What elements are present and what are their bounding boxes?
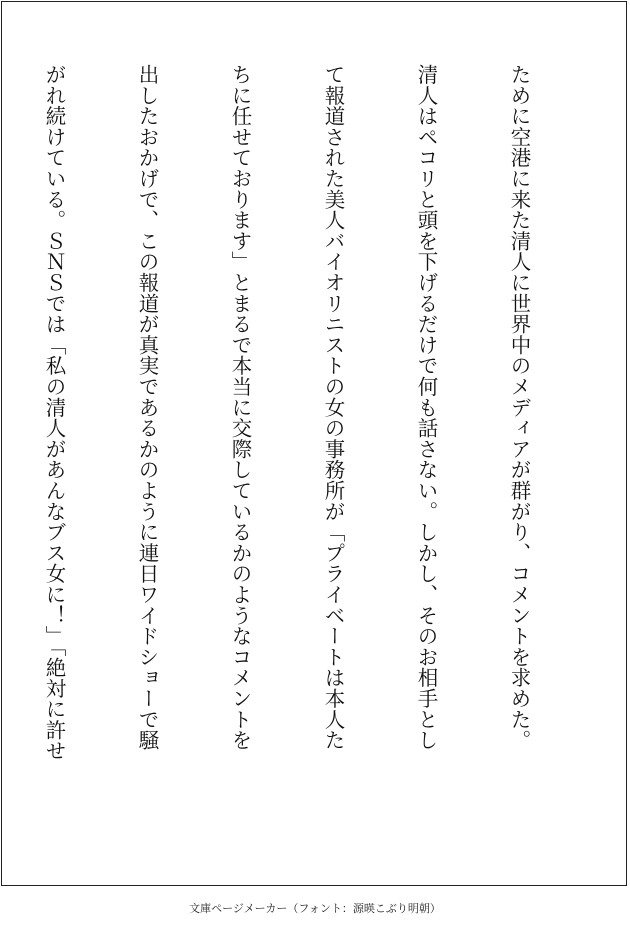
page-frame (1, 1, 627, 886)
text-column-4: ちに任せております」とまるで本当に交際しているかのようなコメントを (228, 64, 252, 751)
text-column-2: 清人はペコリと頭を下げるだけで何も話さない。しかし、そのお相手とし (414, 64, 438, 751)
text-column-5: 出したおかげで、この報道が真実であるかのように連日ワイドショーで騒 (135, 64, 159, 751)
footer-caption: 文庫ページメーカー（フォント：源暎こぶり明朝） (189, 902, 441, 915)
text-column-6: がれ続けている。ＳＮＳでは「私の清人があんなブス女に！」「絶対に許せ (42, 64, 66, 761)
vertical-text-body (0, 64, 596, 844)
text-column-3: て報道された美人バイオリニストの女の事務所が「プライベートは本人た (321, 64, 345, 751)
text-column-1: ために空港に来た清人に世界中のメディアが群がり、コメントを求めた。 (507, 64, 531, 751)
